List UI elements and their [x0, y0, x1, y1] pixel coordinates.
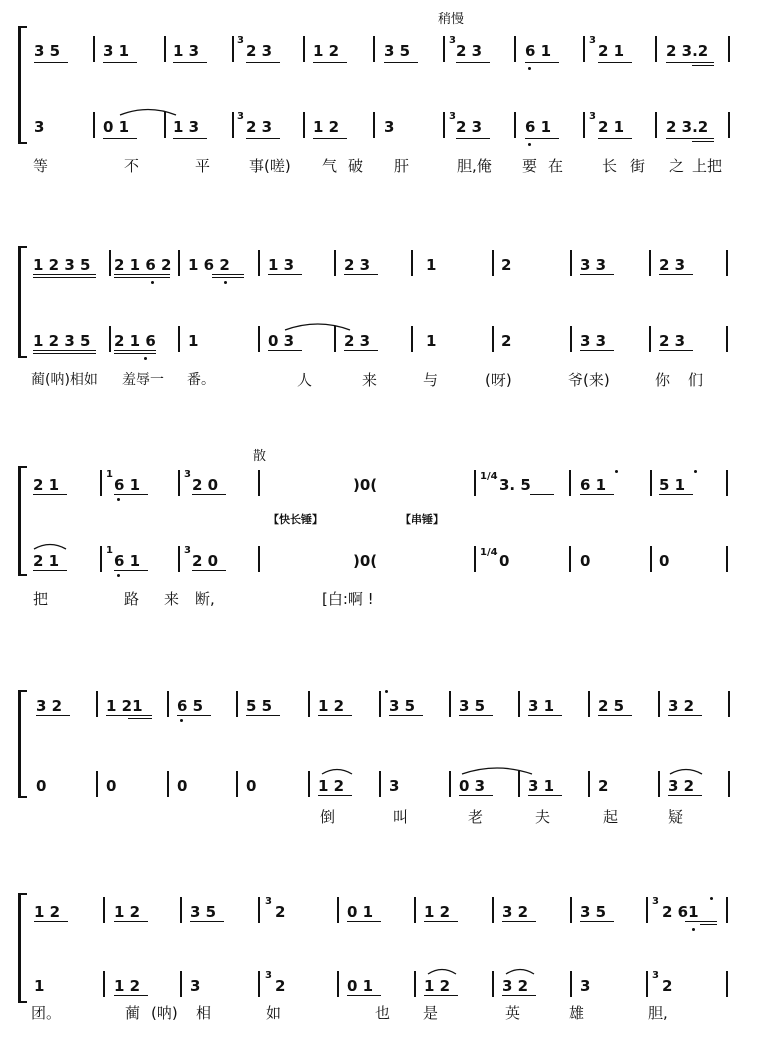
tempo-mark-free: 散 [253, 449, 267, 464]
system-bracket [18, 26, 21, 144]
grace-mark: 3 [652, 970, 659, 981]
system-bracket [18, 893, 21, 1003]
grace-mark: 3 [237, 111, 244, 122]
grace-mark: 3 [449, 111, 456, 122]
grace-mark: 3 [449, 35, 456, 46]
grace-mark: 3 [265, 970, 272, 981]
grace-mark: 3 [589, 111, 596, 122]
time-signature: 1/4 [480, 547, 498, 558]
system-bracket [18, 246, 21, 358]
tempo-mark-slow: 稍慢 [438, 12, 465, 27]
grace-mark: 1 [106, 469, 113, 480]
grace-mark: 3 [652, 896, 659, 907]
grace-mark: 1 [106, 545, 113, 556]
grace-mark: 3 [589, 35, 596, 46]
percussion-kuai-chang-chui: 【快长锤】 [268, 513, 323, 526]
grace-mark: 3 [265, 896, 272, 907]
grace-mark: 3 [184, 545, 191, 556]
percussion-chuan-chui: 【串锤】 [400, 513, 444, 526]
grace-mark: 3 [184, 469, 191, 480]
grace-mark: 3 [237, 35, 244, 46]
system-bracket [18, 466, 21, 576]
time-signature: 1/4 [480, 471, 498, 482]
system-bracket [18, 690, 21, 798]
